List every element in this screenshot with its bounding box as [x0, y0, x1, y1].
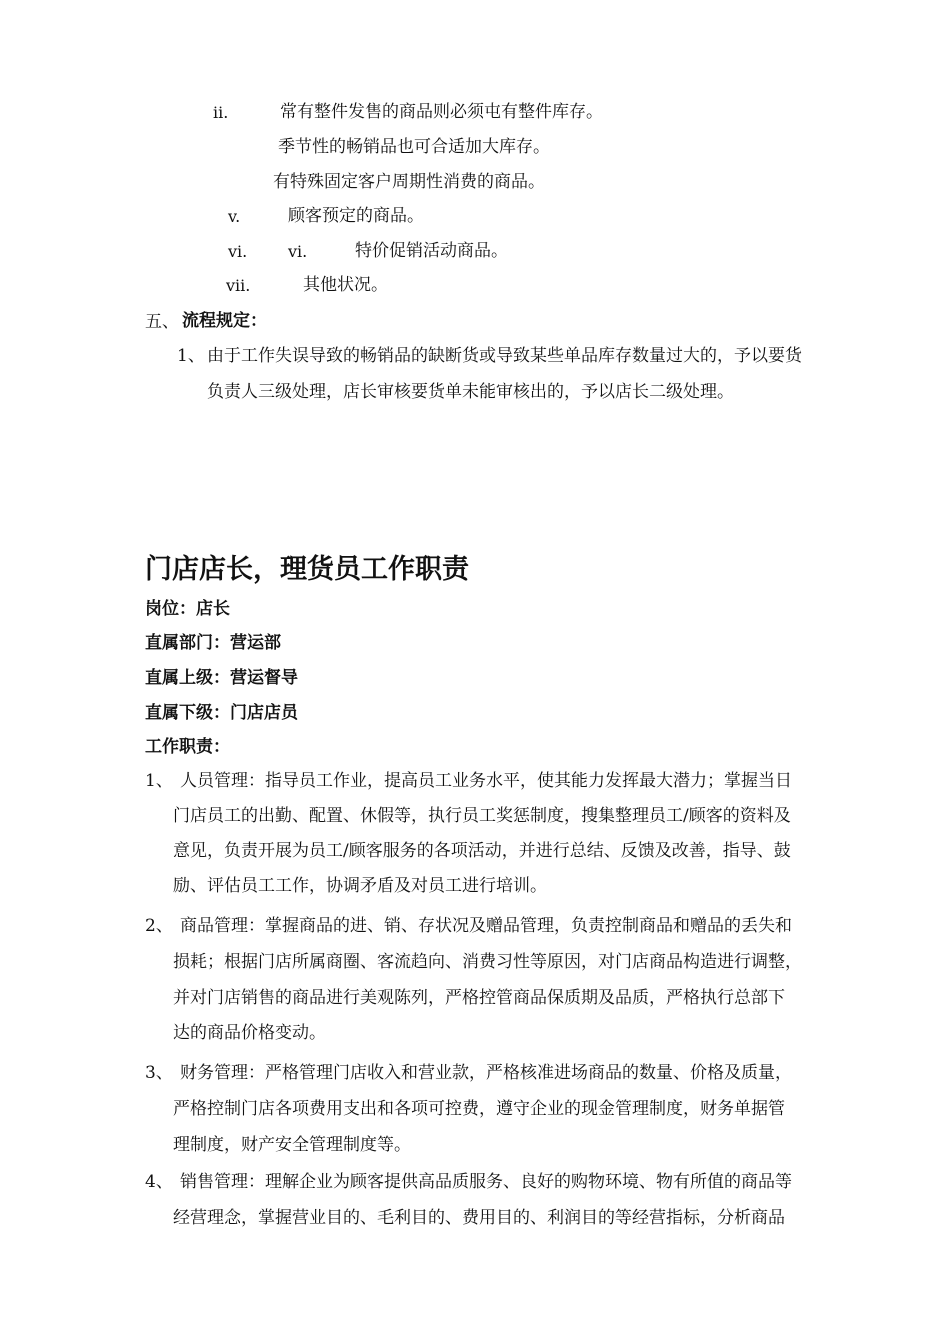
duty-line: 意见，负责开展为员工/顾客服务的各项活动，并进行总结、反馈及改善，指导、鼓	[173, 841, 791, 861]
duty-line: 并对门店销售的商品进行美观陈列，严格控管商品保质期及品质，严格执行总部下	[173, 988, 785, 1008]
section-item-line1: 由于工作失误导致的畅销品的缺断货或导致某些单品库存数量过大的，予以要货	[207, 346, 802, 366]
field-subordinate: 直属下级：门店店员	[145, 703, 298, 723]
list-marker-vi: vi.	[228, 242, 248, 261]
list-item-other: 其他状况。	[303, 275, 388, 295]
section-heading: 流程规定：	[182, 311, 267, 331]
duty-number: 4、	[145, 1172, 173, 1192]
section-item-line2: 负责人三级处理，店长审核要货单未能审核出的，予以店长二级处理。	[207, 382, 734, 402]
list-item-periodic-customer: 有特殊固定客户周期性消费的商品。	[273, 172, 545, 192]
list-item-promotion: 特价促销活动商品。	[355, 241, 508, 261]
field-duties-label: 工作职责：	[145, 737, 230, 757]
list-item-preorder: 顾客预定的商品。	[288, 206, 424, 226]
list-marker-vi-second: vi.	[288, 242, 308, 261]
duty-line: 人员管理：指导员工作业，提高员工业务水平，使其能力发挥最大潜力；掌握当日	[180, 771, 792, 791]
duty-number: 3、	[145, 1063, 173, 1083]
duty-line: 励、评估员工工作，协调矛盾及对员工进行培训。	[173, 876, 547, 896]
duty-line: 严格控制门店各项费用支出和各项可控费，遵守企业的现金管理制度，财务单据管	[173, 1099, 785, 1119]
duty-number: 1、	[145, 771, 173, 791]
field-position: 岗位：店长	[145, 599, 230, 619]
section-item-number: 1、	[177, 346, 205, 366]
list-item-bulk-stock: 常有整件发售的商品则必须屯有整件库存。	[280, 102, 603, 122]
duty-line: 理制度，财产安全管理制度等。	[173, 1135, 411, 1155]
field-superior: 直属上级：营运督导	[145, 668, 298, 688]
duty-line: 损耗；根据门店所属商圈、客流趋向、消费习性等原因，对门店商品构造进行调整，	[173, 952, 802, 972]
field-department: 直属部门：营运部	[145, 633, 281, 653]
duty-number: 2、	[145, 916, 173, 936]
page-title: 门店店长，理货员工作职责	[145, 554, 469, 585]
duty-line: 商品管理：掌握商品的进、销、存状况及赠品管理，负责控制商品和赠品的丢失和	[180, 916, 792, 936]
section-number: 五、	[145, 312, 179, 332]
list-marker-ii: ii.	[213, 103, 229, 122]
duty-line: 达的商品价格变动。	[173, 1023, 326, 1043]
list-marker-vii: vii.	[226, 276, 251, 295]
duty-line: 经营理念，掌握营业目的、毛利目的、费用目的、利润目的等经营指标，分析商品	[173, 1208, 785, 1228]
duty-line: 门店员工的出勤、配置、休假等，执行员工奖惩制度，搜集整理员工/顾客的资料及	[173, 806, 791, 826]
list-item-seasonal-stock: 季节性的畅销品也可合适加大库存。	[278, 137, 550, 157]
duty-line: 财务管理：严格管理门店收入和营业款，严格核准进场商品的数量、价格及质量，	[180, 1063, 792, 1083]
duty-line: 销售管理：理解企业为顾客提供高品质服务、良好的购物环境、物有所值的商品等	[180, 1172, 792, 1192]
list-marker-v: v.	[228, 207, 241, 226]
